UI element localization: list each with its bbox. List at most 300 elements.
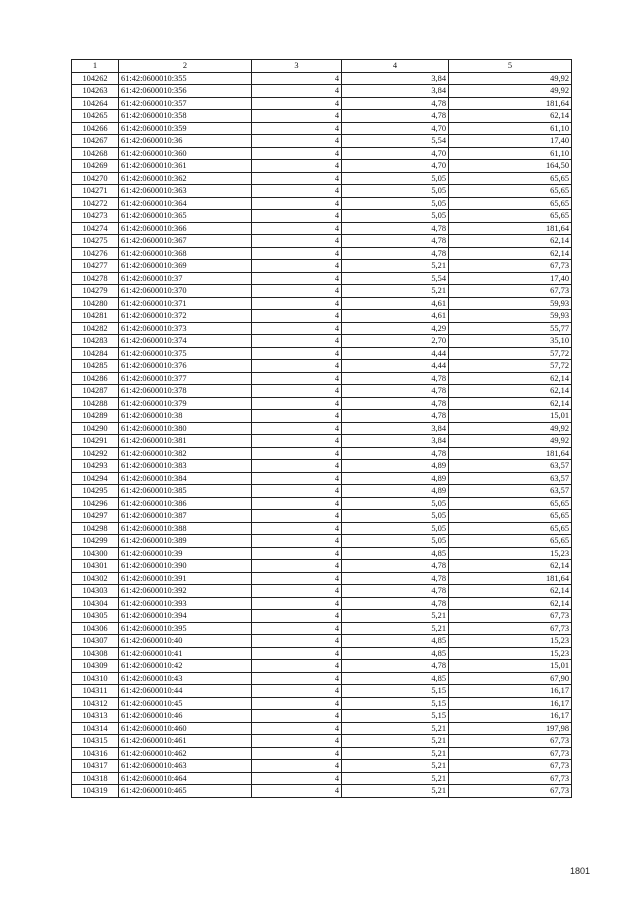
column-4-cell: 4,70: [342, 122, 449, 135]
column-3-cell: 4: [252, 272, 342, 285]
cadastral-number-cell: 61:42:0600010:368: [119, 247, 252, 260]
column-5-cell: 65,65: [449, 535, 572, 548]
column-5-cell: 62,14: [449, 247, 572, 260]
row-id-cell: 104289: [72, 410, 119, 423]
table-row: [72, 547, 572, 560]
column-5-cell: 62,14: [449, 585, 572, 598]
row-id-cell: 104300: [72, 547, 119, 560]
column-3-cell: 4: [252, 110, 342, 123]
table-row: [72, 235, 572, 248]
column-header-2: 2: [119, 60, 252, 73]
table-row: [72, 497, 572, 510]
row-id-cell: 104276: [72, 247, 119, 260]
row-id-cell: 104301: [72, 560, 119, 573]
column-3-cell: 4: [252, 422, 342, 435]
table-row: [72, 460, 572, 473]
row-id-cell: 104263: [72, 85, 119, 98]
column-5-cell: 61,10: [449, 122, 572, 135]
table-row: [72, 160, 572, 173]
row-id-cell: 104308: [72, 647, 119, 660]
column-5-cell: 62,14: [449, 110, 572, 123]
column-4-cell: 5,05: [342, 172, 449, 185]
column-4-cell: 4,78: [342, 235, 449, 248]
column-5-cell: 63,57: [449, 472, 572, 485]
table-row: [72, 635, 572, 648]
column-3-cell: 4: [252, 772, 342, 785]
row-id-cell: 104298: [72, 522, 119, 535]
column-5-cell: 16,17: [449, 697, 572, 710]
column-5-cell: 59,93: [449, 297, 572, 310]
column-4-cell: 4,78: [342, 410, 449, 423]
table-row: [72, 472, 572, 485]
column-4-cell: 4,78: [342, 447, 449, 460]
column-3-cell: 4: [252, 410, 342, 423]
column-3-cell: 4: [252, 547, 342, 560]
column-4-cell: 4,89: [342, 472, 449, 485]
column-5-cell: 49,92: [449, 422, 572, 435]
row-id-cell: 104266: [72, 122, 119, 135]
column-3-cell: 4: [252, 247, 342, 260]
cadastral-number-cell: 61:42:0600010:36: [119, 135, 252, 148]
column-3-cell: 4: [252, 510, 342, 523]
table-row: [72, 385, 572, 398]
column-4-cell: 5,15: [342, 685, 449, 698]
cadastral-number-cell: 61:42:0600010:41: [119, 647, 252, 660]
cadastral-number-cell: 61:42:0600010:380: [119, 422, 252, 435]
column-3-cell: 4: [252, 472, 342, 485]
column-5-cell: 15,01: [449, 410, 572, 423]
column-3-cell: 4: [252, 485, 342, 498]
row-id-cell: 104281: [72, 310, 119, 323]
row-id-cell: 104311: [72, 685, 119, 698]
row-id-cell: 104292: [72, 447, 119, 460]
column-4-cell: 2,70: [342, 335, 449, 348]
column-4-cell: 4,78: [342, 572, 449, 585]
table-row: [72, 210, 572, 223]
cadastral-number-cell: 61:42:0600010:355: [119, 72, 252, 85]
cadastral-number-cell: 61:42:0600010:366: [119, 222, 252, 235]
column-3-cell: 4: [252, 635, 342, 648]
row-id-cell: 104290: [72, 422, 119, 435]
cadastral-number-cell: 61:42:0600010:44: [119, 685, 252, 698]
column-5-cell: 61,10: [449, 147, 572, 160]
cadastral-number-cell: 61:42:0600010:387: [119, 510, 252, 523]
row-id-cell: 104262: [72, 72, 119, 85]
column-3-cell: 4: [252, 685, 342, 698]
table-row: [72, 772, 572, 785]
cadastral-number-cell: 61:42:0600010:360: [119, 147, 252, 160]
cadastral-number-cell: 61:42:0600010:369: [119, 260, 252, 273]
column-3-cell: 4: [252, 210, 342, 223]
column-4-cell: 3,84: [342, 85, 449, 98]
row-id-cell: 104306: [72, 622, 119, 635]
column-5-cell: 57,72: [449, 360, 572, 373]
column-5-cell: 65,65: [449, 210, 572, 223]
column-5-cell: 17,40: [449, 272, 572, 285]
column-4-cell: 3,84: [342, 422, 449, 435]
cadastral-number-cell: 61:42:0600010:378: [119, 385, 252, 398]
column-header-1: 1: [72, 60, 119, 73]
cadastral-number-cell: 61:42:0600010:375: [119, 347, 252, 360]
row-id-cell: 104270: [72, 172, 119, 185]
row-id-cell: 104278: [72, 272, 119, 285]
column-4-cell: 4,61: [342, 310, 449, 323]
column-4-cell: 5,05: [342, 210, 449, 223]
column-4-cell: 4,85: [342, 672, 449, 685]
column-5-cell: 67,73: [449, 610, 572, 623]
row-id-cell: 104310: [72, 672, 119, 685]
cadastral-number-cell: 61:42:0600010:394: [119, 610, 252, 623]
column-4-cell: 5,21: [342, 260, 449, 273]
column-4-cell: 5,15: [342, 697, 449, 710]
column-5-cell: 62,14: [449, 560, 572, 573]
table-row: [72, 672, 572, 685]
table-row: [72, 510, 572, 523]
column-4-cell: 4,78: [342, 560, 449, 573]
column-3-cell: 4: [252, 260, 342, 273]
column-5-cell: 181,64: [449, 447, 572, 460]
row-id-cell: 104293: [72, 460, 119, 473]
column-4-cell: 3,84: [342, 72, 449, 85]
cadastral-number-cell: 61:42:0600010:390: [119, 560, 252, 573]
table-row: [72, 410, 572, 423]
row-id-cell: 104315: [72, 735, 119, 748]
cadastral-number-cell: 61:42:0600010:464: [119, 772, 252, 785]
column-4-cell: 5,15: [342, 710, 449, 723]
row-id-cell: 104297: [72, 510, 119, 523]
cadastral-number-cell: 61:42:0600010:45: [119, 697, 252, 710]
row-id-cell: 104267: [72, 135, 119, 148]
cadastral-number-cell: 61:42:0600010:462: [119, 747, 252, 760]
table-row: [72, 697, 572, 710]
row-id-cell: 104295: [72, 485, 119, 498]
column-4-cell: 5,21: [342, 747, 449, 760]
column-4-cell: 5,54: [342, 272, 449, 285]
column-4-cell: 4,70: [342, 160, 449, 173]
column-3-cell: 4: [252, 347, 342, 360]
column-5-cell: 164,50: [449, 160, 572, 173]
column-4-cell: 5,21: [342, 772, 449, 785]
column-5-cell: 55,77: [449, 322, 572, 335]
column-4-cell: 5,21: [342, 622, 449, 635]
row-id-cell: 104303: [72, 585, 119, 598]
cadastral-number-cell: 61:42:0600010:363: [119, 185, 252, 198]
cadastral-number-cell: 61:42:0600010:389: [119, 535, 252, 548]
row-id-cell: 104317: [72, 760, 119, 773]
column-3-cell: 4: [252, 647, 342, 660]
column-5-cell: 62,14: [449, 372, 572, 385]
column-3-cell: 4: [252, 322, 342, 335]
table-row: [72, 285, 572, 298]
column-4-cell: 5,21: [342, 285, 449, 298]
column-4-cell: 4,85: [342, 635, 449, 648]
table-row: [72, 72, 572, 85]
table-row: [72, 222, 572, 235]
table-row: [72, 247, 572, 260]
column-3-cell: 4: [252, 85, 342, 98]
cadastral-number-cell: 61:42:0600010:364: [119, 197, 252, 210]
table-row: [72, 297, 572, 310]
column-5-cell: 197,98: [449, 722, 572, 735]
column-3-cell: 4: [252, 97, 342, 110]
column-5-cell: 15,23: [449, 647, 572, 660]
row-id-cell: 104318: [72, 772, 119, 785]
row-id-cell: 104316: [72, 747, 119, 760]
cadastral-number-cell: 61:42:0600010:359: [119, 122, 252, 135]
column-5-cell: 59,93: [449, 310, 572, 323]
cadastral-number-cell: 61:42:0600010:46: [119, 710, 252, 723]
table-row: [72, 85, 572, 98]
table-row: [72, 422, 572, 435]
table-row: [72, 585, 572, 598]
column-4-cell: 4,78: [342, 385, 449, 398]
cadastral-number-cell: 61:42:0600010:393: [119, 597, 252, 610]
cadastral-number-cell: 61:42:0600010:38: [119, 410, 252, 423]
table-row: [72, 135, 572, 148]
column-4-cell: 4,44: [342, 360, 449, 373]
column-3-cell: 4: [252, 660, 342, 673]
column-3-cell: 4: [252, 235, 342, 248]
cadastral-number-cell: 61:42:0600010:465: [119, 785, 252, 798]
column-3-cell: 4: [252, 585, 342, 598]
column-5-cell: 181,64: [449, 97, 572, 110]
column-5-cell: 67,73: [449, 260, 572, 273]
column-4-cell: 3,84: [342, 435, 449, 448]
table-row: [72, 522, 572, 535]
table-row: [72, 272, 572, 285]
column-5-cell: 49,92: [449, 72, 572, 85]
column-4-cell: 4,78: [342, 372, 449, 385]
row-id-cell: 104314: [72, 722, 119, 735]
row-id-cell: 104304: [72, 597, 119, 610]
column-5-cell: 16,17: [449, 710, 572, 723]
row-id-cell: 104273: [72, 210, 119, 223]
cadastral-number-cell: 61:42:0600010:40: [119, 635, 252, 648]
column-3-cell: 4: [252, 310, 342, 323]
column-5-cell: 67,90: [449, 672, 572, 685]
column-4-cell: 4,78: [342, 110, 449, 123]
column-4-cell: 4,61: [342, 297, 449, 310]
cadastral-number-cell: 61:42:0600010:382: [119, 447, 252, 460]
table-row: [72, 685, 572, 698]
column-5-cell: 49,92: [449, 435, 572, 448]
column-4-cell: 5,21: [342, 722, 449, 735]
cadastral-number-cell: 61:42:0600010:370: [119, 285, 252, 298]
table-row: [72, 785, 572, 798]
column-5-cell: 65,65: [449, 197, 572, 210]
column-5-cell: 181,64: [449, 572, 572, 585]
column-header-5: 5: [449, 60, 572, 73]
cadastral-number-cell: 61:42:0600010:379: [119, 397, 252, 410]
row-id-cell: 104264: [72, 97, 119, 110]
column-3-cell: 4: [252, 447, 342, 460]
column-4-cell: 4,85: [342, 647, 449, 660]
cadastral-number-cell: 61:42:0600010:385: [119, 485, 252, 498]
row-id-cell: 104287: [72, 385, 119, 398]
column-3-cell: 4: [252, 610, 342, 623]
column-5-cell: 15,01: [449, 660, 572, 673]
cadastral-number-cell: 61:42:0600010:374: [119, 335, 252, 348]
table-row: [72, 647, 572, 660]
header-row: [72, 60, 572, 73]
cadastral-number-cell: 61:42:0600010:37: [119, 272, 252, 285]
cadastral-number-cell: 61:42:0600010:42: [119, 660, 252, 673]
column-4-cell: 4,89: [342, 485, 449, 498]
table-row: [72, 435, 572, 448]
table-row: [72, 347, 572, 360]
column-3-cell: 4: [252, 385, 342, 398]
column-3-cell: 4: [252, 535, 342, 548]
column-3-cell: 4: [252, 397, 342, 410]
row-id-cell: 104286: [72, 372, 119, 385]
cadastral-number-cell: 61:42:0600010:357: [119, 97, 252, 110]
table-row: [72, 660, 572, 673]
column-4-cell: 4,85: [342, 547, 449, 560]
row-id-cell: 104288: [72, 397, 119, 410]
column-5-cell: 16,17: [449, 685, 572, 698]
row-id-cell: 104296: [72, 497, 119, 510]
column-3-cell: 4: [252, 360, 342, 373]
column-5-cell: 65,65: [449, 497, 572, 510]
cadastral-number-cell: 61:42:0600010:395: [119, 622, 252, 635]
cadastral-number-cell: 61:42:0600010:461: [119, 735, 252, 748]
column-3-cell: 4: [252, 122, 342, 135]
column-5-cell: 63,57: [449, 460, 572, 473]
table-row: [72, 97, 572, 110]
column-5-cell: 67,73: [449, 735, 572, 748]
row-id-cell: 104271: [72, 185, 119, 198]
table-row: [72, 335, 572, 348]
row-id-cell: 104282: [72, 322, 119, 335]
table-row: [72, 622, 572, 635]
column-3-cell: 4: [252, 760, 342, 773]
row-id-cell: 104279: [72, 285, 119, 298]
column-4-cell: 4,78: [342, 660, 449, 673]
column-5-cell: 57,72: [449, 347, 572, 360]
column-3-cell: 4: [252, 285, 342, 298]
table-row: [72, 710, 572, 723]
row-id-cell: 104302: [72, 572, 119, 585]
column-3-cell: 4: [252, 572, 342, 585]
column-3-cell: 4: [252, 172, 342, 185]
table-row: [72, 110, 572, 123]
cadastral-number-cell: 61:42:0600010:463: [119, 760, 252, 773]
column-4-cell: 4,89: [342, 460, 449, 473]
cadastral-number-cell: 61:42:0600010:372: [119, 310, 252, 323]
cadastral-number-cell: 61:42:0600010:392: [119, 585, 252, 598]
cadastral-number-cell: 61:42:0600010:388: [119, 522, 252, 535]
column-4-cell: 4,78: [342, 597, 449, 610]
column-5-cell: 49,92: [449, 85, 572, 98]
column-3-cell: 4: [252, 672, 342, 685]
cadastral-number-cell: 61:42:0600010:381: [119, 435, 252, 448]
table-row: [72, 760, 572, 773]
table-row: [72, 360, 572, 373]
cadastral-number-cell: 61:42:0600010:356: [119, 85, 252, 98]
column-4-cell: 5,21: [342, 785, 449, 798]
row-id-cell: 104294: [72, 472, 119, 485]
column-3-cell: 4: [252, 185, 342, 198]
cadastral-number-cell: 61:42:0600010:383: [119, 460, 252, 473]
column-5-cell: 15,23: [449, 547, 572, 560]
column-5-cell: 67,73: [449, 760, 572, 773]
table-row: [72, 572, 572, 585]
row-id-cell: 104309: [72, 660, 119, 673]
column-4-cell: 5,05: [342, 197, 449, 210]
column-4-cell: 5,21: [342, 735, 449, 748]
column-3-cell: 4: [252, 372, 342, 385]
table-row: [72, 197, 572, 210]
column-5-cell: 65,65: [449, 172, 572, 185]
table-row: [72, 147, 572, 160]
table-row: [72, 185, 572, 198]
column-4-cell: 5,05: [342, 185, 449, 198]
column-3-cell: 4: [252, 747, 342, 760]
cadastral-number-cell: 61:42:0600010:386: [119, 497, 252, 510]
column-3-cell: 4: [252, 497, 342, 510]
row-id-cell: 104280: [72, 297, 119, 310]
row-id-cell: 104284: [72, 347, 119, 360]
cadastral-number-cell: 61:42:0600010:391: [119, 572, 252, 585]
row-id-cell: 104265: [72, 110, 119, 123]
column-header-3: 3: [252, 60, 342, 73]
table-row: [72, 172, 572, 185]
row-id-cell: 104305: [72, 610, 119, 623]
row-id-cell: 104319: [72, 785, 119, 798]
column-3-cell: 4: [252, 622, 342, 635]
data-table: [71, 59, 572, 798]
column-3-cell: 4: [252, 785, 342, 798]
row-id-cell: 104283: [72, 335, 119, 348]
table-row: [72, 372, 572, 385]
cadastral-number-cell: 61:42:0600010:373: [119, 322, 252, 335]
row-id-cell: 104269: [72, 160, 119, 173]
column-5-cell: 35,10: [449, 335, 572, 348]
column-3-cell: 4: [252, 72, 342, 85]
column-4-cell: 4,78: [342, 397, 449, 410]
column-5-cell: 181,64: [449, 222, 572, 235]
column-3-cell: 4: [252, 697, 342, 710]
page-number: 1801: [569, 866, 590, 876]
column-4-cell: 5,21: [342, 760, 449, 773]
row-id-cell: 104313: [72, 710, 119, 723]
column-3-cell: 4: [252, 147, 342, 160]
table-row: [72, 322, 572, 335]
column-4-cell: 4,70: [342, 147, 449, 160]
table-row: [72, 597, 572, 610]
table-row: [72, 397, 572, 410]
column-5-cell: 62,14: [449, 597, 572, 610]
row-id-cell: 104307: [72, 635, 119, 648]
column-4-cell: 5,21: [342, 610, 449, 623]
cadastral-number-cell: 61:42:0600010:376: [119, 360, 252, 373]
column-5-cell: 67,73: [449, 285, 572, 298]
table-row: [72, 535, 572, 548]
table-row: [72, 260, 572, 273]
cadastral-number-cell: 61:42:0600010:39: [119, 547, 252, 560]
column-4-cell: 5,54: [342, 135, 449, 148]
column-4-cell: 4,44: [342, 347, 449, 360]
column-3-cell: 4: [252, 710, 342, 723]
column-5-cell: 62,14: [449, 235, 572, 248]
column-3-cell: 4: [252, 135, 342, 148]
column-3-cell: 4: [252, 197, 342, 210]
column-5-cell: 65,65: [449, 185, 572, 198]
column-3-cell: 4: [252, 735, 342, 748]
column-3-cell: 4: [252, 560, 342, 573]
row-id-cell: 104274: [72, 222, 119, 235]
row-id-cell: 104272: [72, 197, 119, 210]
